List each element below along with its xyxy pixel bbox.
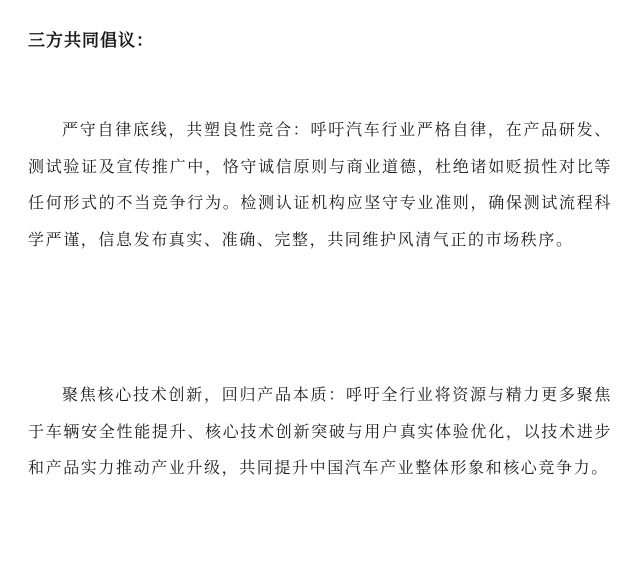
paragraph-self-discipline: 严守自律底线，共塑良性竞合：呼吁汽车行业严格自律，在产品研发、测试验证及宣传推广中，恪守诚信原则与商业道德，杜绝诸如贬损性对比等任何形式的不当竞争行为。检测认证机构应坚守专业准则，确保测试流程科学严谨，信息发布真实、准确、完整，共同维护风清气正的市场秩序。 (28, 120, 612, 249)
document-heading: 三方共同倡议： (28, 31, 154, 51)
paragraph-innovation: 聚焦核心技术创新，回归产品本质：呼吁全行业将资源与精力更多聚焦于车辆安全性能提升、核心技术创新突破与用户真实体验优化，以技术进步和产品实力推动产业升级，共同提升中国汽车产业整体形象和核心竞争力。 (28, 385, 612, 478)
